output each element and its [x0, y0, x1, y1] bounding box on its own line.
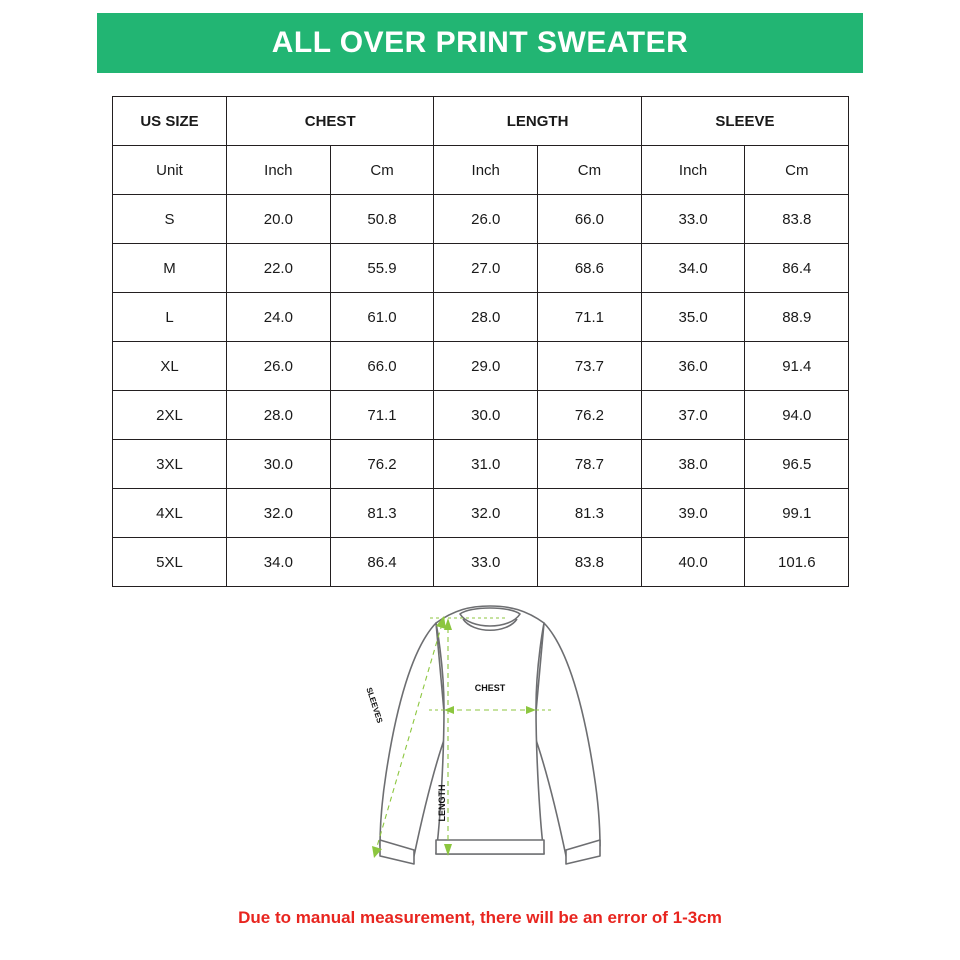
header-sleeve: SLEEVE — [641, 97, 848, 146]
cell-chest-cm: 55.9 — [330, 244, 434, 293]
cell-size: 2XL — [113, 391, 227, 440]
size-table — [112, 96, 849, 587]
cell-size: XL — [113, 342, 227, 391]
cell-length-inch: 32.0 — [434, 489, 538, 538]
cell-length-inch: 31.0 — [434, 440, 538, 489]
cell-chest-inch: 32.0 — [227, 489, 331, 538]
cell-sleeve-inch: 36.0 — [641, 342, 745, 391]
header-banner — [97, 13, 863, 73]
cell-length-cm: 66.0 — [538, 195, 642, 244]
cell-chest-cm: 50.8 — [330, 195, 434, 244]
unit-chest-cm: Cm — [330, 146, 434, 195]
cell-length-inch: 33.0 — [434, 538, 538, 587]
page-title: ALL OVER PRINT SWEATER — [271, 26, 689, 59]
table-header-row — [113, 97, 849, 146]
cell-sleeve-inch: 35.0 — [641, 293, 745, 342]
unit-length-cm: Cm — [538, 146, 642, 195]
cell-chest-inch: 22.0 — [227, 244, 331, 293]
cell-chest-cm: 66.0 — [330, 342, 434, 391]
length-label: LENGTH — [437, 784, 447, 822]
measurement-disclaimer: Due to manual measurement, there will be an error of 1-3cm — [238, 908, 722, 927]
cell-sleeve-inch: 38.0 — [641, 440, 745, 489]
cell-size: 4XL — [113, 489, 227, 538]
cell-chest-cm: 81.3 — [330, 489, 434, 538]
size-table-container — [112, 96, 848, 587]
table-row — [113, 342, 849, 391]
cell-sleeve-cm: 86.4 — [745, 244, 849, 293]
cell-chest-inch: 26.0 — [227, 342, 331, 391]
cell-size: L — [113, 293, 227, 342]
cell-length-inch: 30.0 — [434, 391, 538, 440]
sleeves-label: SLEEVES — [364, 686, 385, 725]
cell-chest-inch: 20.0 — [227, 195, 331, 244]
unit-sleeve-inch: Inch — [641, 146, 745, 195]
cell-length-inch: 26.0 — [434, 195, 538, 244]
cell-sleeve-cm: 88.9 — [745, 293, 849, 342]
cell-chest-cm: 61.0 — [330, 293, 434, 342]
unit-length-inch: Inch — [434, 146, 538, 195]
cell-chest-inch: 34.0 — [227, 538, 331, 587]
unit-chest-inch: Inch — [227, 146, 331, 195]
table-unit-row — [113, 146, 849, 195]
cell-length-cm: 68.6 — [538, 244, 642, 293]
cell-size: M — [113, 244, 227, 293]
cell-sleeve-cm: 94.0 — [745, 391, 849, 440]
cell-sleeve-cm: 101.6 — [745, 538, 849, 587]
unit-sleeve-cm: Cm — [745, 146, 849, 195]
table-row — [113, 489, 849, 538]
cell-sleeve-inch: 39.0 — [641, 489, 745, 538]
cell-length-cm: 71.1 — [538, 293, 642, 342]
header-chest: CHEST — [227, 97, 434, 146]
cell-sleeve-cm: 96.5 — [745, 440, 849, 489]
table-row — [113, 244, 849, 293]
cell-length-inch: 29.0 — [434, 342, 538, 391]
cell-chest-cm: 86.4 — [330, 538, 434, 587]
header-us-size: US SIZE — [113, 97, 227, 146]
cell-chest-cm: 71.1 — [330, 391, 434, 440]
cell-length-cm: 83.8 — [538, 538, 642, 587]
unit-label: Unit — [113, 146, 227, 195]
cell-size: 5XL — [113, 538, 227, 587]
cell-chest-inch: 28.0 — [227, 391, 331, 440]
cell-sleeve-inch: 33.0 — [641, 195, 745, 244]
cell-sleeve-inch: 34.0 — [641, 244, 745, 293]
cell-chest-inch: 30.0 — [227, 440, 331, 489]
cell-length-cm: 73.7 — [538, 342, 642, 391]
cell-sleeve-cm: 91.4 — [745, 342, 849, 391]
cell-chest-inch: 24.0 — [227, 293, 331, 342]
cell-sleeve-inch: 37.0 — [641, 391, 745, 440]
table-row — [113, 195, 849, 244]
table-row — [113, 293, 849, 342]
cell-length-cm: 76.2 — [538, 391, 642, 440]
cell-size: S — [113, 195, 227, 244]
table-row — [113, 538, 849, 587]
table-row — [113, 391, 849, 440]
cell-size: 3XL — [113, 440, 227, 489]
cell-length-cm: 81.3 — [538, 489, 642, 538]
sweater-measurement-illustration — [330, 588, 650, 898]
chest-label: CHEST — [474, 683, 506, 693]
cell-sleeve-cm: 99.1 — [745, 489, 849, 538]
cell-length-inch: 27.0 — [434, 244, 538, 293]
cell-length-inch: 28.0 — [434, 293, 538, 342]
cell-sleeve-cm: 83.8 — [745, 195, 849, 244]
cell-sleeve-inch: 40.0 — [641, 538, 745, 587]
cell-chest-cm: 76.2 — [330, 440, 434, 489]
header-length: LENGTH — [434, 97, 641, 146]
cell-length-cm: 78.7 — [538, 440, 642, 489]
table-row — [113, 440, 849, 489]
